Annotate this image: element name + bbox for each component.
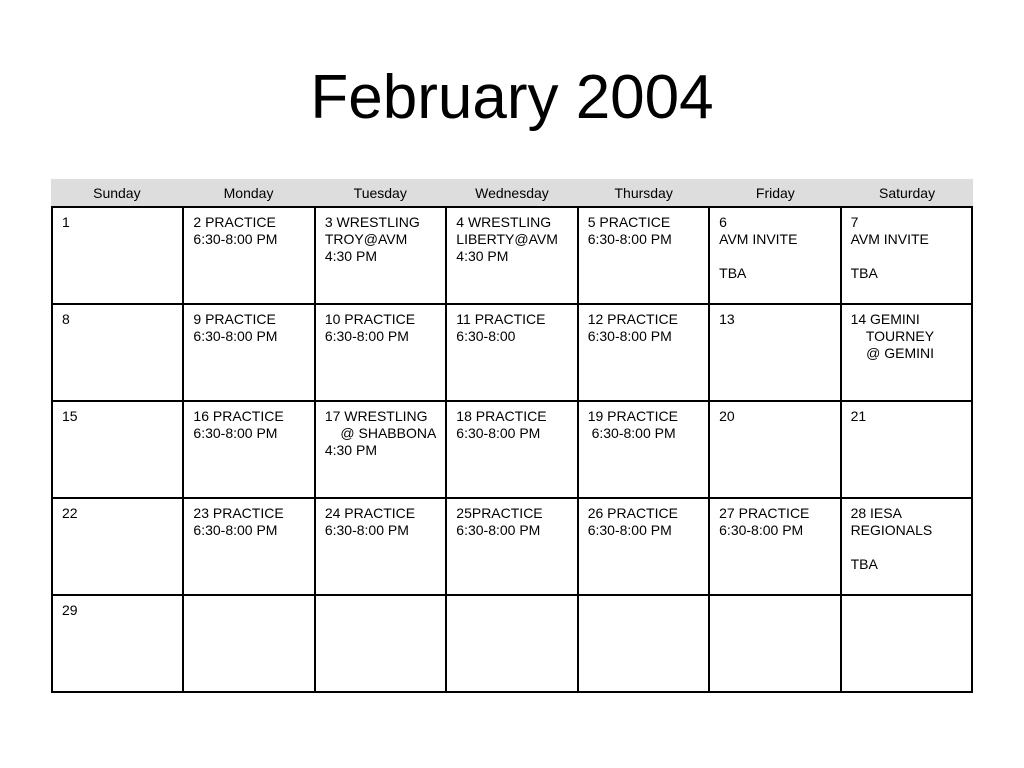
day-cell-text: 6:30-8:00 PM: [324, 522, 409, 538]
day-cell-text: 19 PRACTICE: [587, 408, 678, 424]
day-cell-text: 6:30-8:00 PM: [193, 328, 278, 344]
day-cell-text: [851, 539, 971, 556]
day-cell: [842, 305, 973, 402]
day-cell: [710, 208, 841, 305]
day-cell-text: 28 IESA: [850, 505, 902, 521]
day-cell-text: 6:30-8:00 PM: [193, 231, 278, 247]
day-cell-text: 8: [62, 311, 70, 327]
day-cell-text: [851, 248, 971, 265]
day-cell: [842, 596, 973, 693]
day-cell: [447, 402, 578, 499]
day-cell: [184, 402, 315, 499]
day-cell-text: 27 PRACTICE: [719, 505, 810, 521]
day-cell-text: 23 PRACTICE: [193, 505, 284, 521]
day-cell: [447, 208, 578, 305]
day-cell: [316, 402, 447, 499]
weekday-header-wednesday: Wednesday: [475, 185, 549, 201]
day-cell-text: 21: [850, 408, 867, 424]
day-cell: [579, 208, 710, 305]
day-cell-text: 22: [62, 505, 78, 521]
day-cell-text: 6:30-8:00 PM: [456, 425, 541, 441]
day-cell-text: 14 GEMINI: [850, 311, 920, 327]
day-cell-text: 9 PRACTICE: [193, 311, 276, 327]
day-cell: [447, 305, 578, 402]
day-cell-text: 26 PRACTICE: [587, 505, 678, 521]
day-cell-text: TROY@AVM: [324, 231, 408, 247]
day-cell: [53, 208, 184, 305]
day-cell: [184, 596, 315, 693]
weekday-header-sunday: Sunday: [93, 185, 141, 201]
day-cell-text: 11 PRACTICE: [456, 311, 546, 327]
day-cell: [184, 208, 315, 305]
day-cell-text: 4:30 PM: [456, 248, 509, 264]
day-cell: [710, 305, 841, 402]
day-cell-text: [719, 248, 839, 265]
day-cell-text: TBA: [850, 265, 878, 281]
calendar-table: [51, 179, 973, 693]
weekday-header-tuesday: Tuesday: [353, 185, 407, 201]
day-cell-text: 4:30 PM: [324, 248, 377, 264]
day-cell-text: 16 PRACTICE: [193, 408, 284, 424]
day-cell: [842, 208, 973, 305]
day-cell-text: 6: [719, 214, 727, 230]
day-cell: [842, 499, 973, 596]
day-cell-text: 20: [719, 408, 735, 424]
day-cell-text: 6:30-8:00 PM: [587, 231, 672, 247]
calendar-grid: [51, 206, 973, 693]
day-cell-text: TBA: [719, 265, 747, 281]
day-cell: [710, 499, 841, 596]
day-cell-text: @ SHABBONA: [324, 425, 437, 441]
day-cell-text: 3 WRESTLING: [324, 214, 420, 230]
day-cell-text: AVM INVITE: [850, 231, 929, 247]
weekday-header-monday: Monday: [223, 185, 274, 201]
day-cell-text: 6:30-8:00 PM: [324, 328, 409, 344]
day-cell: [710, 596, 841, 693]
day-cell: [316, 305, 447, 402]
day-cell-text: LIBERTY@AVM: [456, 231, 558, 247]
day-cell-text: TBA: [850, 556, 878, 572]
day-cell: [53, 402, 184, 499]
weekday-header-saturday: Saturday: [879, 185, 936, 201]
day-cell-text: 6:30-8:00 PM: [719, 522, 804, 538]
day-cell-text: 18 PRACTICE: [456, 408, 547, 424]
day-cell-text: 4 WRESTLING: [456, 214, 552, 230]
day-cell: [842, 402, 973, 499]
weekday-header-row: [51, 179, 973, 206]
day-cell-text: 24 PRACTICE: [324, 505, 416, 521]
day-cell-text: 15: [62, 408, 78, 424]
day-cell: [184, 305, 315, 402]
day-cell-text: 29: [62, 602, 78, 618]
day-cell: [316, 208, 447, 305]
day-cell-text: 13: [719, 311, 735, 327]
day-cell-text: 25PRACTICE: [456, 505, 543, 521]
day-cell-text: 4:30 PM: [324, 442, 377, 458]
day-cell: [53, 499, 184, 596]
day-cell: [579, 596, 710, 693]
day-cell-text: @ GEMINI: [850, 345, 935, 361]
weekday-header-friday: Friday: [755, 185, 795, 201]
day-cell: [53, 305, 184, 402]
day-cell: [579, 499, 710, 596]
day-cell-text: AVM INVITE: [719, 231, 798, 247]
day-cell: [316, 596, 447, 693]
day-cell-text: REGIONALS: [850, 522, 933, 538]
day-cell-text: 6:30-8:00 PM: [193, 522, 278, 538]
day-cell-text: 6:30-8:00 PM: [193, 425, 278, 441]
day-cell-text: 5 PRACTICE: [587, 214, 671, 230]
day-cell-text: 6:30-8:00 PM: [587, 425, 676, 441]
day-cell: [447, 499, 578, 596]
day-cell-text: 7: [850, 214, 859, 230]
day-cell-text: 12 PRACTICE: [587, 311, 678, 327]
day-cell: [579, 402, 710, 499]
day-cell-text: 6:30-8:00 PM: [456, 522, 541, 538]
day-cell: [579, 305, 710, 402]
day-cell-text: 1: [62, 214, 70, 230]
day-cell-text: 6:30-8:00: [456, 328, 516, 344]
day-cell-text: 6:30-8:00 PM: [587, 522, 672, 538]
day-cell: [53, 596, 184, 693]
day-cell-text: 10 PRACTICE: [324, 311, 416, 327]
page-title: February 2004: [310, 63, 714, 132]
day-cell-text: 2 PRACTICE: [193, 214, 276, 230]
weekday-header-thursday: Thursday: [614, 185, 673, 201]
day-cell: [316, 499, 447, 596]
day-cell-text: TOURNEY: [850, 328, 935, 344]
day-cell: [184, 499, 315, 596]
day-cell: [447, 596, 578, 693]
day-cell: [710, 402, 841, 499]
day-cell-text: 6:30-8:00 PM: [587, 328, 672, 344]
day-cell-text: 17 WRESTLING: [324, 408, 428, 424]
